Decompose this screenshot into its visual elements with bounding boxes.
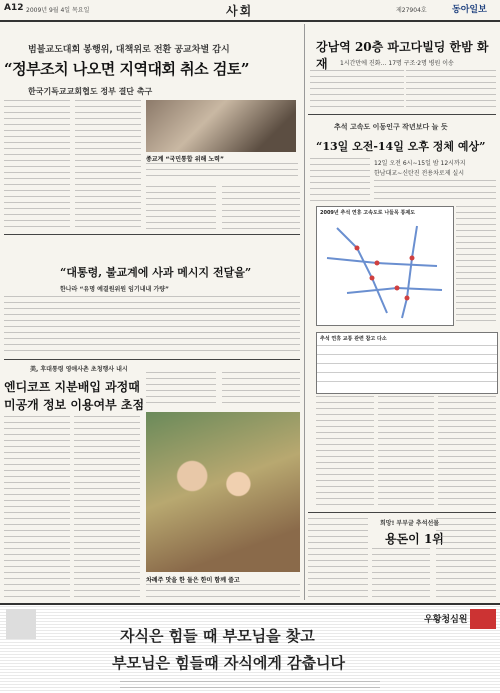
page-number: A12 xyxy=(4,3,24,13)
fire-headline: 강남역 20층 파고다빌딩 한밤 화재 xyxy=(316,40,489,71)
ranking-body-a xyxy=(308,518,368,598)
feature-headline-1: 엔디코프 지분배입 과정때 xyxy=(4,380,140,394)
second-body xyxy=(4,296,300,356)
lead-body-col3 xyxy=(146,186,216,230)
feature-kicker: 美, 후대통령 영애사촌 초청행사 내시 xyxy=(30,366,128,373)
newspaper-logo: 동아일보 xyxy=(452,5,487,15)
divider xyxy=(4,359,300,360)
traffic-table xyxy=(316,332,498,394)
interchange-marker xyxy=(375,261,380,266)
ad-logo-icon xyxy=(470,609,496,629)
lead-headline: “정부조치 나오면 지역대회 취소 검토” xyxy=(4,60,249,78)
traffic-headline: “13일 오전-14일 오후 정체 예상” xyxy=(316,140,486,153)
traffic-map xyxy=(316,206,454,326)
traffic-sub1: 12일 오전 6시∼15일 밤 12시까지 xyxy=(374,160,466,167)
section-title: 사회 xyxy=(226,4,254,18)
feature-photo xyxy=(146,412,300,572)
table-rule xyxy=(317,363,497,364)
lead-kicker: 범불교도대회 봉행위, 대책위로 전환 공교차별 감시 xyxy=(28,45,230,55)
ranking-kicker: 희망! 부부글 추석선물 xyxy=(380,520,440,527)
interchange-marker xyxy=(355,246,360,251)
second-subhead: 한나라 “유명 예결원위원 임기내내 가량” xyxy=(60,286,169,293)
table-title: 추석 연휴 교통 관련 참고 다소 xyxy=(320,336,387,342)
interchange-marker xyxy=(410,256,415,261)
feature-body-col1 xyxy=(4,416,70,600)
feature-body-col2 xyxy=(74,416,140,600)
interchange-marker xyxy=(405,296,410,301)
traffic-body-f xyxy=(438,396,496,506)
interchange-marker xyxy=(370,276,375,281)
table-rule xyxy=(317,345,497,346)
issue-date: 2009년 9월 4일 목요일 xyxy=(26,7,90,14)
lead-body-col4 xyxy=(222,186,300,230)
second-headline: “대통령, 불교계에 사과 메시지 전달을” xyxy=(60,266,252,279)
feature-photo-caption-text xyxy=(146,584,300,600)
table-rule xyxy=(317,372,497,373)
divider xyxy=(308,114,496,115)
divider xyxy=(4,234,300,235)
issue-number: 제27904호 xyxy=(396,7,427,14)
table-rule xyxy=(317,381,497,382)
lead-photo-caption-text xyxy=(146,163,298,181)
lead-photo-caption: 종교계 “국민통합 위해 노력” xyxy=(146,156,224,163)
traffic-body-e xyxy=(378,396,434,506)
lead-subhead: 한국기독교교회협도 정부 결단 촉구 xyxy=(28,87,153,96)
lead-photo xyxy=(146,100,296,152)
traffic-body-c xyxy=(456,206,496,324)
ad-line-2: 부모님은 힘들때 자식에게 감춥니다 xyxy=(112,654,346,672)
map-graphic xyxy=(317,218,451,322)
ranking-body-c xyxy=(436,518,496,598)
interchange-marker xyxy=(395,286,400,291)
feature-body-col3 xyxy=(146,372,216,408)
traffic-body-a xyxy=(310,158,370,202)
highway-line xyxy=(347,288,442,293)
map-title: 2009년 추석 연휴 고속도로 나들목 통제도 xyxy=(320,210,416,216)
highway-line xyxy=(337,228,387,313)
ad-brand: 우황청심원 xyxy=(424,615,468,625)
fire-body-col2 xyxy=(406,70,496,108)
feature-photo-caption: 차례주 맛을 한 둘은 한미 함께 즐고 xyxy=(146,577,240,584)
fire-body-col1 xyxy=(310,70,404,108)
feature-body-col4 xyxy=(222,372,300,408)
traffic-body-b xyxy=(374,180,496,202)
ranking-body-b xyxy=(372,548,430,598)
traffic-body-d xyxy=(316,396,374,506)
highway-line xyxy=(327,258,437,266)
traffic-sub2: 한남대교∼신탄진 전용차로제 실시 xyxy=(374,170,464,177)
ad-ornament xyxy=(6,609,36,639)
lead-body-col1 xyxy=(4,100,70,230)
ad-fine-print xyxy=(120,681,380,689)
feature-headline-2: 미공개 정보 이용여부 초점 xyxy=(4,398,145,412)
page-header xyxy=(0,0,500,22)
column-divider xyxy=(304,24,305,600)
highway-line xyxy=(402,226,417,318)
fire-subhead: 1시간만에 진화… 17명 구조·2명 병원 이송 xyxy=(340,60,454,67)
divider xyxy=(308,512,496,513)
ranking-headline: 용돈이 1위 xyxy=(385,532,444,546)
lead-body-col2 xyxy=(75,100,141,230)
advertisement xyxy=(0,603,500,693)
traffic-kicker: 추석 고속도 이동인구 작년보다 늘 듯 xyxy=(334,123,448,131)
table-rule xyxy=(317,354,497,355)
ad-line-1: 자식은 힘들 때 부모님을 찾고 xyxy=(120,627,315,645)
